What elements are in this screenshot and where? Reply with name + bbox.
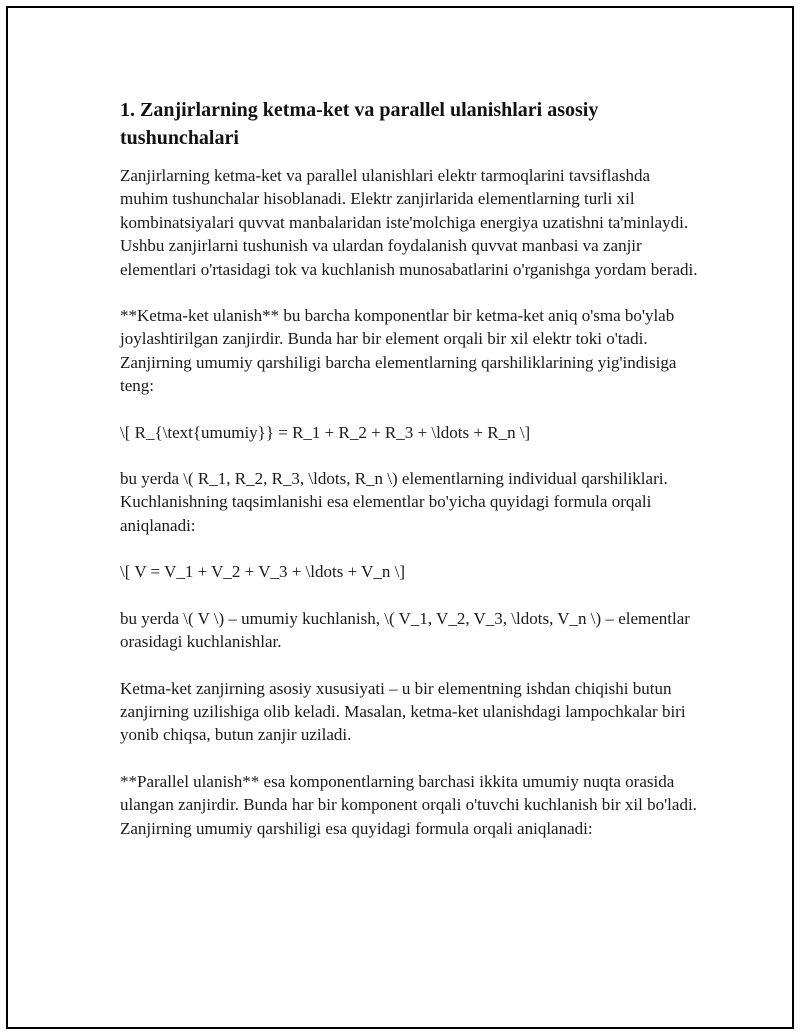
formula-total-resistance: \[ R_{\text{umumiy}} = R_1 + R_2 + R_3 + \ldots + R_n \] (120, 422, 531, 442)
paragraph-resistance-explanation: bu yerda \( R_1, R_2, R_3, \ldots, R_n \) elementlarning individual qarshiliklari. Kuchlanishning taqsimlanishi esa elementlar bo'yicha quyidagi formula orqali aniqlanadi: (120, 469, 668, 535)
paragraph-voltage-explanation: bu yerda \( V \) – umumiy kuchlanish, \( V_1, V_2, V_3, \ldots, V_n \) – elementlar orasidagi kuchlanishlar. (120, 608, 690, 652)
formula-total-voltage: \[ V = V_1 + V_2 + V_3 + \ldots + V_n \] (120, 562, 406, 582)
section-heading: 1. Zanjirlarning ketma-ket va parallel ulanishlari asosiy tushunchalari (120, 99, 599, 149)
paragraph-intro: Zanjirlarning ketma-ket va parallel ulanishlari elektr tarmoqlarini tavsiflashda muhim tushunchalar hisoblanadi. Elektr zanjirlarida elementlarning turli xil kombinatsiyalari quvvat manbalaridan iste'molchiga energiya uzatishni ta'minlaydi. Ushbu zanjirlarni tushunish va ulardan foydalanish quvvat manbasi va zanjir elementlari o'rtasidagi tok va kuchlanish munosabatlarini o'rganishga yordam beradi. (120, 166, 698, 279)
paragraph-series-property: Ketma-ket zanjirning asosiy xususiyati – u bir elementning ishdan chiqishi butun zanjirning uzilishiga olib keladi. Masalan, ketma-ket ulanishdagi lampochkalar biri yonib chiqsa, butun zanjir uziladi. (120, 678, 686, 745)
paragraph-series-connection: **Ketma-ket ulanish** bu barcha komponentlar bir ketma-ket aniq o'sma bo'ylab joylashtirilgan zanjirdir. Bunda har bir element orqali bir xil elektr toki o'tadi. Zanjirning umumiy qarshiligi barcha elementlarning qarshiliklarining yig'indisiga teng: (120, 306, 677, 396)
document-content (120, 96, 700, 863)
paragraph-parallel-connection: **Parallel ulanish** esa komponentlarning barchasi ikkita umumiy nuqta orasida ulangan zanjirdir. Bunda har bir komponent orqali o'tuvchi kuchlanish bir xil bo'ladi. Zanjirning umumiy qarshiligi esa quyidagi formula orqali aniqlanadi: (120, 771, 697, 838)
document-page (6, 6, 794, 1029)
